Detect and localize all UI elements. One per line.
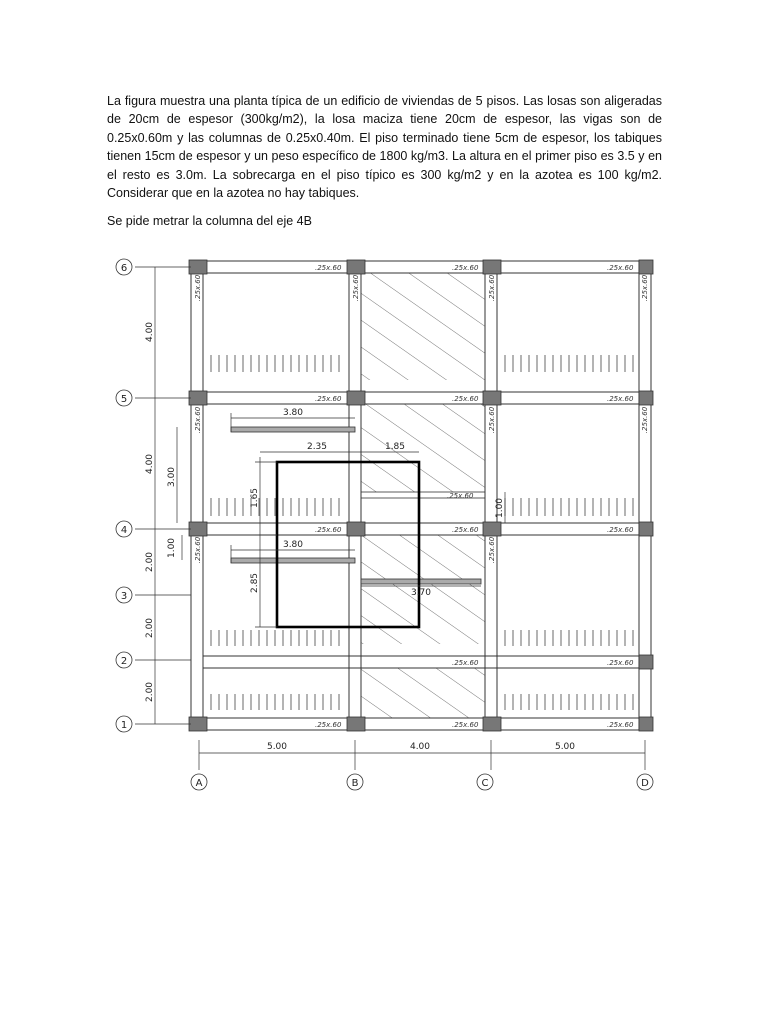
partition-right-length: 3.70 (410, 588, 432, 598)
beam-size-label: .25x.60 (315, 526, 342, 534)
problem-statement: La figura muestra una planta típica de un edificio de viviendas de 5 pisos. Las losas son aligeradas de 20cm de espesor (300kg/m2), la losa maciza tiene 20cm de espesor, las vigas son de 0.25x0.60m y las columnas de 0.25x0.40m. El piso terminado tiene 5cm de espesor, los tabiques tienen 15cm de espesor y un peso específico de 1800 kg/m3. La altura en el primer piso es 3.5 y en el resto es 3.0m. La sobrecarga en el piso típico es 300 kg/m2 y en la azotea es 100 kg/m2. Considerar que en la azotea no hay tabiques. (107, 94, 662, 201)
partition-lower-offset: 1.00 (167, 537, 177, 559)
partition-upper-offset: 3.00 (167, 466, 177, 488)
partition-lower-length: 3.80 (282, 540, 304, 550)
beam-size-label-vertical: .25x.60 (194, 536, 202, 564)
beam-size-label-vertical: .25x.60 (641, 406, 649, 434)
spacing-c-d: 5.00 (554, 742, 576, 752)
beam-size-label-vertical: .25x.60 (488, 406, 496, 434)
beam-size-label-vertical: .25x.60 (194, 406, 202, 434)
beam-size-label: .25x.60 (452, 264, 479, 272)
spacing-a-b: 5.00 (266, 742, 288, 752)
axis-label-b: B (351, 778, 359, 789)
beam-size-label: .25x.60 (452, 526, 479, 534)
beam-size-label: .25x.60 (447, 492, 474, 500)
partition-upper-length: 3.80 (282, 408, 304, 418)
axis-label-c: C (481, 778, 489, 789)
beam-size-label: .25x.60 (452, 721, 479, 729)
floor-plan-drawing (107, 250, 662, 796)
beam-size-label-vertical: .25x.60 (488, 274, 496, 302)
axis-label-3: 3 (120, 591, 128, 602)
axis-label-2: 2 (120, 656, 128, 667)
axis-label-a: A (195, 778, 203, 789)
beam-size-label: .25x.60 (607, 395, 634, 403)
tributary-top: 1.65 (250, 487, 260, 509)
beam-size-label: .25x.60 (607, 526, 634, 534)
beam-size-label-vertical: .25x.60 (488, 536, 496, 564)
beam-size-label: .25x.60 (452, 659, 479, 667)
column-axis-bubbles (191, 774, 653, 790)
beam-size-label: .25x.60 (452, 395, 479, 403)
beam-size-label: .25x.60 (315, 721, 342, 729)
question-text: Se pide metrar la columna del eje 4B (107, 214, 312, 228)
beam-size-label: .25x.60 (315, 395, 342, 403)
axis-label-1: 1 (120, 720, 128, 731)
horizontal-spacing-labels (267, 742, 575, 752)
axis-label-d: D (641, 778, 649, 789)
spacing-5-4: 4.00 (145, 453, 155, 475)
partition-right-offset: 1.00 (495, 497, 505, 519)
spacing-6-5: 4.00 (145, 321, 155, 343)
spacing-2-1: 2.00 (145, 681, 155, 703)
solid-slab-panel (361, 668, 485, 718)
spacing-b-c: 4.00 (409, 742, 431, 752)
tributary-right: 1.85 (384, 442, 406, 452)
spacing-4-3: 2.00 (145, 551, 155, 573)
beam-size-label: .25x.60 (607, 659, 634, 667)
tributary-left: 2.35 (306, 442, 328, 452)
axis-label-6: 6 (120, 263, 128, 274)
beam-size-label: .25x.60 (607, 721, 634, 729)
solid-slab-panel (361, 404, 485, 492)
vertical-spacing-labels (145, 322, 155, 702)
tributary-bottom: 2.85 (250, 572, 260, 594)
column-axis-labels (196, 778, 650, 789)
axis-label-5: 5 (120, 394, 128, 405)
beam-size-label-vertical: .25x.60 (352, 274, 360, 302)
beam-size-label-vertical: .25x.60 (641, 274, 649, 302)
beam-size-label-vertical: .25x.60 (194, 274, 202, 302)
spacing-3-2: 2.00 (145, 617, 155, 639)
beam-size-label: .25x.60 (607, 264, 634, 272)
beam-size-label: .25x.60 (315, 264, 342, 272)
solid-slab-panel (361, 273, 485, 380)
row-axis-labels (121, 263, 127, 731)
axis-label-4: 4 (120, 525, 128, 536)
